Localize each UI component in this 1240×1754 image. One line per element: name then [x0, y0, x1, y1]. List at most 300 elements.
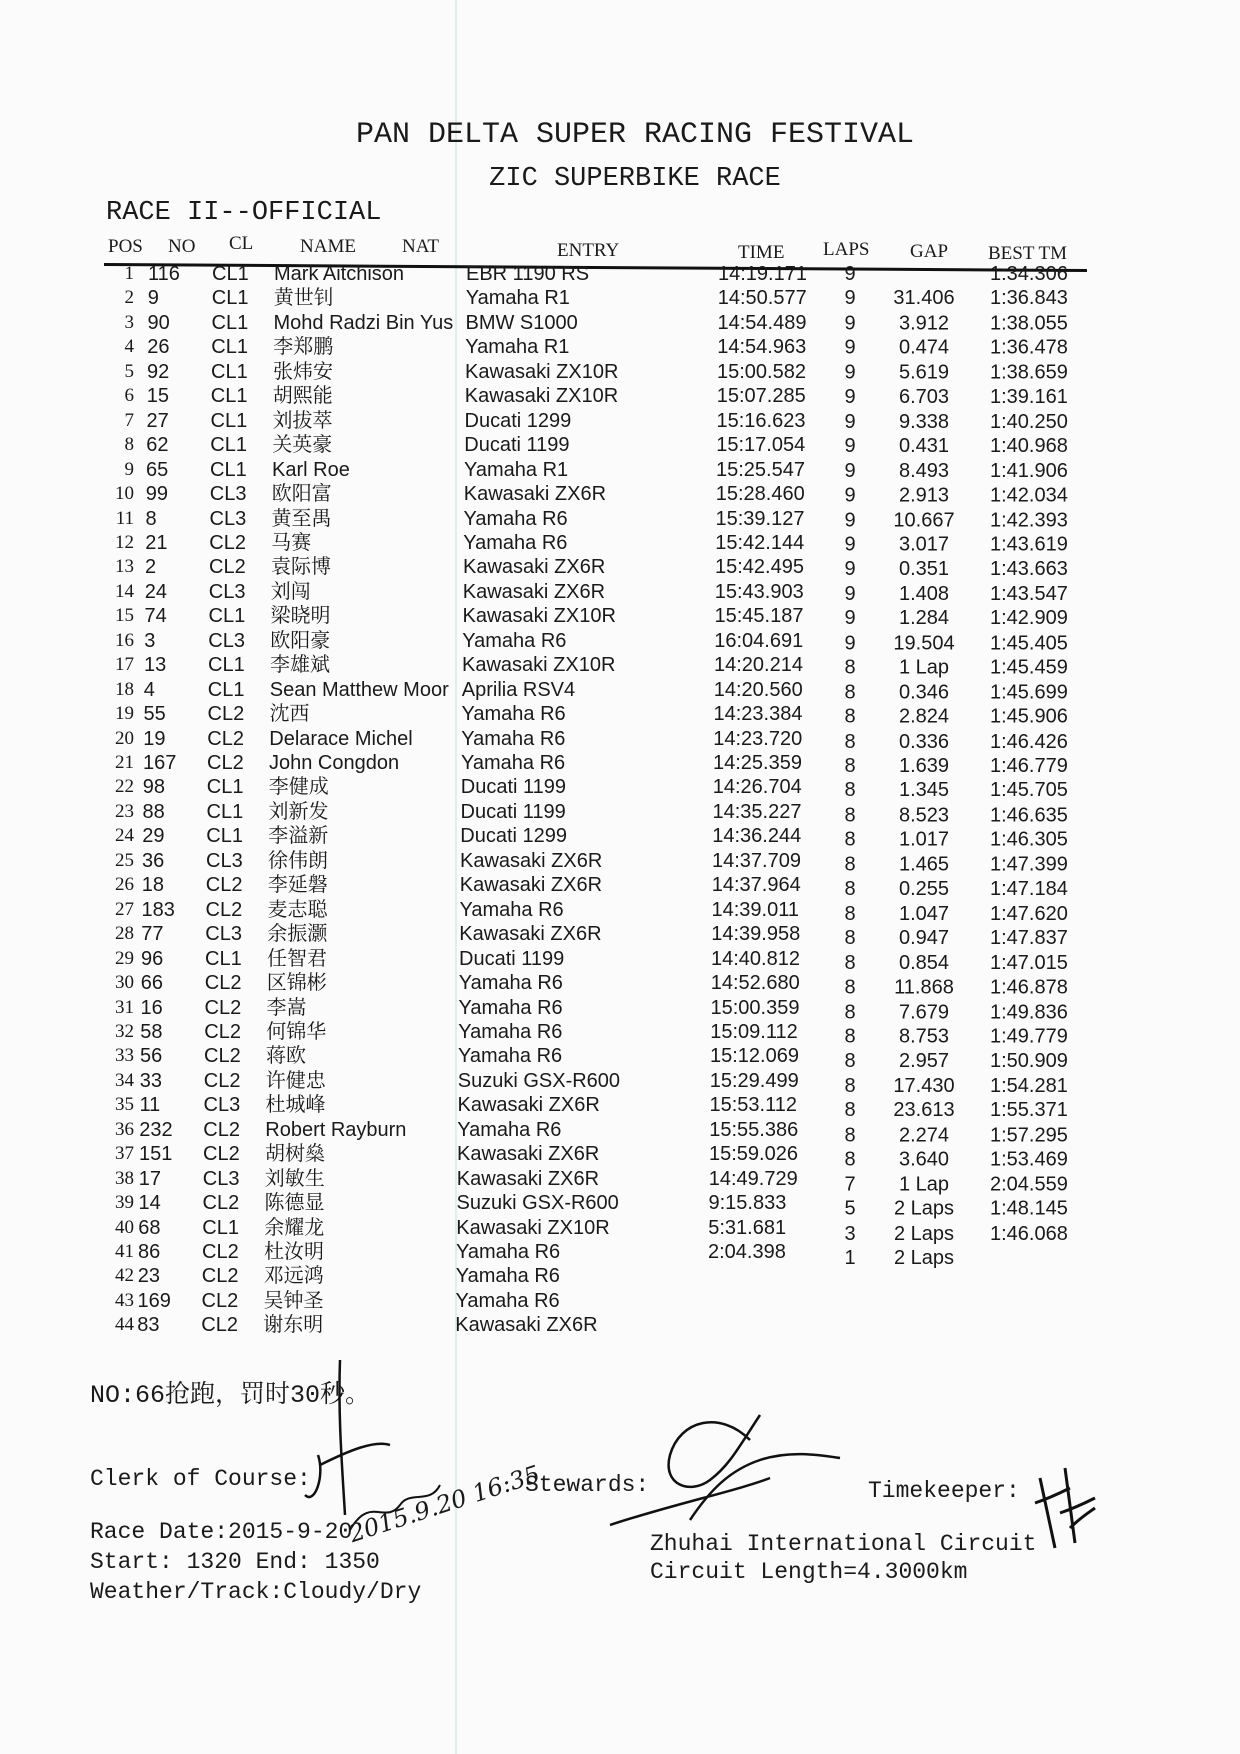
penalty-note: NO:66抢跑，罚时30秒。	[90, 1381, 371, 1410]
cell-time: 14:37.964	[711, 874, 801, 897]
cell-no: 92	[147, 360, 170, 383]
cell-no: 62	[146, 434, 169, 457]
table-row	[0, 1142, 1240, 1171]
clerk-label: Clerk of Course:	[90, 1466, 311, 1492]
cell-cl: CL2	[201, 1289, 239, 1312]
cell-no: 18	[141, 874, 164, 897]
cell-pos: 18	[115, 678, 134, 700]
cell-name: 杜汝明	[264, 1241, 324, 1263]
cell-entry: Kawasaki ZX6R	[462, 580, 606, 603]
cell-laps: 9	[844, 287, 856, 310]
cell-name: 蒋欧	[266, 1045, 306, 1068]
cell-cl: CL1	[212, 263, 249, 285]
cell-pos: 9	[124, 458, 134, 480]
cell-entry: Ducati 1299	[464, 409, 572, 432]
cell-best: 1:47.837	[990, 927, 1068, 950]
cell-time: 15:09.112	[710, 1020, 798, 1043]
table-row	[0, 922, 1240, 950]
cell-best: 1:50.909	[990, 1050, 1068, 1073]
cell-no: 58	[140, 1020, 163, 1043]
cell-name: 谢东明	[263, 1314, 324, 1337]
cell-best: 1:43.663	[990, 558, 1068, 581]
cell-no: 86	[138, 1241, 161, 1263]
cell-name: 刘拔萃	[272, 409, 333, 432]
cell-gap: 2.824	[898, 705, 950, 728]
cell-time: 14:23.384	[713, 703, 803, 726]
cell-entry: Yamaha R6	[461, 752, 566, 774]
cell-name: Robert Rayburn	[265, 1118, 407, 1141]
table-row	[0, 335, 1240, 359]
cell-cl: CL3	[206, 849, 243, 872]
table-row	[0, 458, 1240, 482]
race-date: Race Date:2015-9-20	[90, 1519, 353, 1545]
cell-laps: 5	[844, 1197, 856, 1220]
cell-entry: Kawasaki ZX10R	[464, 385, 619, 408]
cell-cl: CL1	[210, 434, 247, 457]
cell-laps: 8	[844, 976, 856, 999]
cell-name: 邓远鸿	[263, 1265, 324, 1288]
cell-best: 1:46.878	[990, 976, 1068, 999]
cell-name: 李郑鹏	[273, 336, 334, 359]
cell-name: 胡熙能	[272, 385, 333, 408]
weather-track: Weather/Track:Cloudy/Dry	[90, 1579, 422, 1605]
table-row	[0, 727, 1240, 751]
table-row	[0, 947, 1240, 974]
table-row	[0, 262, 1240, 286]
cell-gap: 7.679	[898, 1001, 950, 1023]
cell-pos: 27	[115, 898, 134, 920]
cell-best: 2:04.559	[990, 1173, 1068, 1196]
cell-time: 15:29.499	[709, 1069, 799, 1092]
cell-entry: EBR 1190 RS	[466, 263, 590, 285]
cell-no: 15	[146, 385, 169, 408]
cell-pos: 16	[115, 629, 134, 651]
cell-laps: 8	[844, 755, 856, 777]
cell-cl: CL2	[203, 1143, 240, 1166]
cell-name: 区锦彬	[266, 972, 327, 995]
cell-name: 刘敏生	[264, 1167, 325, 1190]
cell-best: 1:38.659	[990, 361, 1068, 384]
cell-entry: Yamaha R6	[458, 1020, 563, 1043]
cell-cl: CL2	[205, 874, 243, 897]
cell-name: 李延磐	[267, 874, 328, 897]
cell-time: 15:12.069	[710, 1045, 799, 1068]
cell-entry: Ducati 1199	[464, 434, 570, 457]
cell-no: 2	[145, 556, 157, 579]
cell-cl: CL3	[208, 580, 246, 603]
cell-laps: 8	[844, 1148, 856, 1171]
cell-gap: 0.346	[898, 681, 950, 704]
cell-entry: Yamaha R6	[455, 1265, 560, 1288]
cell-gap: 31.406	[893, 287, 955, 310]
cell-name: Sean Matthew Moor	[269, 678, 449, 701]
cell-best: 1:53.469	[990, 1148, 1068, 1171]
cell-entry: Yamaha R6	[461, 727, 566, 750]
col-time: TIME	[738, 242, 785, 263]
cell-name: 刘新发	[268, 800, 329, 823]
table-row	[0, 1289, 1240, 1313]
cell-gap: 3.912	[898, 312, 950, 335]
cell-gap: 1 Lap	[898, 656, 950, 679]
cell-no: 232	[139, 1118, 173, 1141]
table-row	[0, 678, 1240, 702]
cell-laps: 8	[844, 951, 856, 974]
cell-cl: CL3	[209, 507, 247, 530]
cell-name: 李雄斌	[270, 654, 330, 677]
table-row	[0, 971, 1240, 999]
cell-entry: Yamaha R6	[459, 898, 564, 921]
col-gap: GAP	[910, 241, 949, 262]
cell-pos: 3	[124, 311, 134, 333]
cell-laps: 8	[844, 1099, 856, 1122]
cell-name: John Congdon	[269, 752, 400, 774]
cell-best: 1:57.295	[990, 1124, 1068, 1146]
cell-best: 1:46.068	[990, 1222, 1068, 1245]
cell-entry: Kawasaki ZX6R	[459, 874, 603, 897]
cell-name: Karl Roe	[272, 458, 350, 481]
cell-cl: CL1	[206, 776, 244, 799]
cell-cl: CL2	[203, 1118, 240, 1141]
cell-time: 14:19.171	[718, 263, 807, 285]
cell-name: 关英豪	[272, 434, 333, 457]
cell-entry: Yamaha R1	[465, 287, 570, 310]
cell-laps: 9	[844, 336, 856, 359]
cell-pos: 6	[124, 385, 134, 407]
cell-laps: 9	[844, 484, 856, 507]
cell-time: 15:16.623	[716, 409, 806, 432]
cell-best: 1:43.547	[990, 582, 1068, 605]
col-cl: CL	[229, 233, 254, 254]
cell-cl: CL2	[201, 1314, 238, 1337]
cell-gap: 0.947	[898, 927, 950, 950]
table-row	[0, 849, 1240, 876]
cell-time: 14:50.577	[717, 287, 807, 310]
cell-no: 33	[139, 1069, 162, 1092]
cell-gap: 2 Laps	[893, 1222, 955, 1245]
cell-time: 14:40.812	[711, 947, 800, 970]
cell-pos: 24	[115, 825, 134, 847]
cell-cl: CL2	[207, 752, 244, 774]
cell-pos: 7	[124, 409, 134, 431]
cell-gap: 1.017	[898, 828, 950, 851]
table-row	[0, 898, 1240, 925]
cell-cl: CL3	[203, 1094, 241, 1117]
cell-best: 1:38.055	[990, 312, 1068, 335]
cell-gap: 2.274	[898, 1124, 950, 1146]
cell-gap: 2 Laps	[893, 1247, 955, 1269]
timekeeper-signature	[1030, 1458, 1100, 1558]
cell-gap: 1.047	[898, 902, 950, 925]
cell-best: 1:34.306	[990, 263, 1068, 285]
cell-gap: 8.753	[898, 1025, 950, 1048]
cell-cl: CL3	[202, 1167, 240, 1190]
cell-pos: 8	[124, 434, 134, 456]
cell-name: 刘闯	[270, 580, 311, 603]
cell-best: 1:46.779	[990, 755, 1068, 777]
cell-cl: CL3	[205, 923, 242, 946]
cell-cl: CL2	[205, 898, 243, 921]
cell-no: 23	[137, 1265, 160, 1288]
cell-name: 徐伟朗	[268, 849, 328, 872]
col-best: BEST TM	[988, 243, 1068, 264]
cell-cl: CL2	[203, 1069, 241, 1092]
cell-laps: 9	[844, 558, 856, 581]
cell-pos: 15	[115, 605, 134, 627]
cell-laps: 8	[844, 902, 856, 925]
cell-time: 15:42.495	[715, 556, 804, 579]
table-row	[0, 604, 1240, 628]
cell-laps: 8	[844, 1074, 856, 1097]
cell-best: 1:41.906	[990, 459, 1068, 482]
cell-gap: 0.351	[898, 558, 950, 581]
cell-best: 1:43.619	[990, 533, 1068, 556]
cell-pos: 37	[115, 1143, 134, 1165]
cell-gap: 3.017	[898, 533, 950, 556]
cell-best: 1:40.968	[990, 435, 1068, 458]
cell-gap: 2.913	[898, 484, 950, 507]
table-row	[0, 873, 1240, 900]
cell-entry: Yamaha R1	[465, 336, 570, 359]
cell-best: 1:49.779	[990, 1025, 1068, 1048]
cell-entry: Kawasaki ZX6R	[457, 1143, 600, 1166]
table-row	[0, 751, 1240, 775]
cell-pos: 38	[115, 1167, 134, 1189]
cell-cl: CL2	[207, 727, 244, 750]
cell-pos: 20	[115, 727, 134, 749]
cell-pos: 23	[115, 800, 134, 822]
cell-pos: 25	[115, 849, 134, 871]
cell-no: 16	[140, 996, 163, 1019]
cell-no: 90	[147, 311, 170, 334]
cell-cl: CL2	[207, 703, 245, 726]
cell-gap: 8.523	[898, 804, 950, 827]
cell-name: 李健成	[268, 776, 329, 799]
cell-pos: 26	[115, 874, 134, 896]
cell-no: 83	[137, 1314, 160, 1337]
cell-entry: Suzuki GSX-R600	[456, 1192, 619, 1215]
cell-time: 14:26.704	[712, 776, 802, 799]
cell-laps: 8	[844, 1124, 856, 1146]
cell-time: 14:35.227	[712, 800, 802, 823]
cell-best: 1:45.705	[990, 779, 1068, 802]
cell-entry: Kawasaki ZX6R	[463, 483, 607, 506]
cell-cl: CL3	[208, 629, 245, 652]
cell-pos: 10	[115, 483, 134, 505]
cell-gap: 10.667	[893, 509, 955, 531]
cell-entry: Ducati 1299	[460, 825, 567, 848]
cell-best: 1:45.459	[990, 656, 1068, 679]
cell-best: 1:47.620	[990, 902, 1068, 925]
cell-name: 李嵩	[266, 996, 307, 1019]
cell-gap: 9.338	[898, 410, 950, 433]
cell-no: 116	[148, 263, 180, 285]
event-title: PAN DELTA SUPER RACING FESTIVAL	[355, 118, 915, 152]
cell-cl: CL1	[206, 800, 244, 823]
cell-time: 15:25.547	[716, 458, 805, 481]
table-row	[0, 409, 1240, 433]
cell-name: 张炜安	[273, 360, 333, 383]
cell-cl: CL1	[210, 385, 248, 408]
cell-entry: Ducati 1199	[459, 947, 565, 970]
cell-best: 1:46.426	[990, 730, 1068, 753]
timekeeper-label: Timekeeper:	[868, 1478, 1020, 1504]
cell-entry: Yamaha R6	[458, 1045, 563, 1068]
cell-laps: 8	[844, 779, 856, 802]
cell-cl: CL1	[211, 287, 249, 310]
cell-laps: 7	[844, 1173, 856, 1196]
cell-cl: CL1	[211, 336, 248, 359]
cell-time: 14:23.720	[713, 727, 803, 750]
cell-laps: 8	[844, 681, 856, 704]
cell-time: 9:15.833	[708, 1192, 787, 1215]
cell-name: 吴钟圣	[263, 1289, 324, 1312]
cell-best: 1:47.184	[990, 878, 1068, 900]
cell-gap: 6.703	[898, 386, 950, 408]
cell-pos: 35	[115, 1094, 134, 1116]
cell-cl: CL1	[207, 678, 245, 701]
cell-entry: Kawasaki ZX6R	[460, 849, 603, 872]
cell-best: 1:36.843	[990, 287, 1068, 310]
circuit-length: Circuit Length=4.3000km	[650, 1559, 968, 1585]
cell-time: 15:53.112	[709, 1094, 797, 1117]
cell-name: Delarace Michel	[269, 727, 413, 750]
cell-entry: Yamaha R6	[456, 1241, 561, 1263]
table-row	[0, 653, 1240, 677]
cell-best: 1:42.393	[990, 509, 1068, 531]
cell-no: 13	[144, 654, 167, 677]
cell-no: 56	[140, 1045, 163, 1068]
table-row	[0, 1264, 1240, 1288]
table-row	[0, 1191, 1240, 1220]
cell-name: 欧阳豪	[270, 629, 331, 652]
cell-pos: 5	[124, 360, 134, 382]
cell-best: 1:54.281	[990, 1074, 1068, 1097]
cell-entry: Yamaha R1	[464, 458, 569, 481]
cell-entry: Kawasaki ZX6R	[457, 1094, 600, 1117]
cell-best: 1:39.161	[990, 386, 1068, 408]
cell-pos: 28	[115, 923, 134, 945]
cell-no: 169	[137, 1289, 171, 1312]
cell-entry: Kawasaki ZX6R	[463, 556, 606, 579]
cell-pos: 40	[115, 1216, 134, 1238]
cell-best: 1:45.405	[990, 632, 1068, 654]
cell-entry: Yamaha R6	[457, 1118, 562, 1141]
cell-laps: 8	[844, 927, 856, 950]
cell-gap: 1.465	[898, 853, 950, 876]
table-row	[0, 531, 1240, 555]
cell-best: 1:36.478	[990, 336, 1068, 359]
table-row	[0, 1167, 1240, 1196]
cell-gap: 5.619	[898, 361, 950, 384]
cell-best: 1:45.699	[990, 681, 1068, 704]
clerk-handwritten-date: 2015.9.20 16:35	[345, 1459, 544, 1549]
cell-cl: CL2	[204, 996, 242, 1019]
cell-name: 何锦华	[266, 1020, 327, 1043]
cell-cl: CL2	[202, 1192, 240, 1215]
cell-no: 36	[142, 849, 165, 872]
cell-best: 1:47.015	[990, 951, 1068, 974]
cell-pos: 22	[115, 776, 134, 798]
cell-entry: Kawasaki ZX6R	[459, 923, 602, 946]
table-row	[0, 800, 1240, 827]
cell-best: 1:48.145	[990, 1197, 1068, 1220]
cell-no: 21	[145, 531, 168, 554]
table-row	[0, 1240, 1240, 1269]
cell-name: 马赛	[271, 531, 312, 554]
cell-name: 李溢新	[268, 825, 329, 848]
cell-entry: BMW S1000	[465, 311, 578, 334]
cell-pos: 4	[124, 336, 134, 358]
cell-no: 99	[145, 483, 168, 506]
cell-pos: 13	[115, 556, 134, 578]
cell-laps: 9	[844, 263, 856, 285]
cell-name: Mark Aitchison	[274, 263, 405, 285]
cell-entry: Kawasaki ZX10R	[456, 1216, 610, 1239]
cell-name: 许健忠	[265, 1069, 326, 1092]
cell-gap: 1.284	[898, 607, 950, 630]
cell-laps: 9	[844, 410, 856, 433]
cell-pos: 21	[115, 752, 134, 773]
cell-no: 9	[147, 287, 159, 310]
cell-pos: 39	[115, 1192, 134, 1214]
cell-time: 15:55.386	[709, 1118, 799, 1141]
cell-name: 袁际博	[271, 556, 331, 579]
cell-cl: CL1	[210, 458, 247, 481]
cell-time: 14:25.359	[713, 752, 802, 774]
cell-name: 杜城峰	[265, 1094, 326, 1117]
cell-time: 14:52.680	[710, 972, 800, 995]
cell-gap: 0.854	[898, 951, 950, 974]
table-row	[0, 433, 1240, 457]
cell-laps: 9	[844, 386, 856, 408]
cell-pos: 44	[115, 1314, 134, 1336]
cell-entry: Yamaha R6	[461, 703, 566, 726]
table-row	[0, 629, 1240, 653]
cell-name: Mohd Radzi Bin Yus	[273, 311, 454, 334]
cell-name: 任智君	[267, 947, 327, 970]
cell-no: 14	[138, 1192, 161, 1215]
table-row	[0, 996, 1240, 1023]
cell-time: 15:00.582	[717, 360, 806, 383]
table-row	[0, 1044, 1240, 1073]
table-row	[0, 311, 1240, 335]
cell-cl: CL1	[208, 654, 245, 677]
cell-pos: 41	[115, 1241, 134, 1262]
cell-laps: 9	[844, 435, 856, 458]
cell-cl: CL2	[209, 531, 246, 554]
cell-gap: 1.639	[898, 755, 950, 777]
cell-laps: 8	[844, 804, 856, 827]
cell-gap: 11.868	[894, 976, 954, 999]
cell-pos: 31	[115, 996, 134, 1018]
cell-time: 14:20.214	[714, 654, 803, 677]
cell-gap: 1.408	[898, 582, 950, 605]
start-end-times: Start: 1320 End: 1350	[90, 1549, 380, 1575]
cell-laps: 9	[844, 632, 856, 654]
cell-time: 14:54.963	[717, 336, 807, 359]
cell-pos: 11	[115, 507, 134, 529]
cell-time: 15:42.144	[715, 531, 805, 554]
cell-laps: 9	[844, 533, 856, 556]
col-name: NAME	[300, 236, 356, 257]
cell-cl: CL2	[204, 1045, 241, 1068]
table-row	[0, 360, 1240, 384]
table-row	[0, 580, 1240, 604]
cell-pos: 33	[115, 1045, 134, 1067]
cell-time: 14:20.560	[713, 678, 803, 701]
cell-entry: Ducati 1199	[460, 776, 567, 799]
cell-laps: 9	[844, 509, 856, 531]
